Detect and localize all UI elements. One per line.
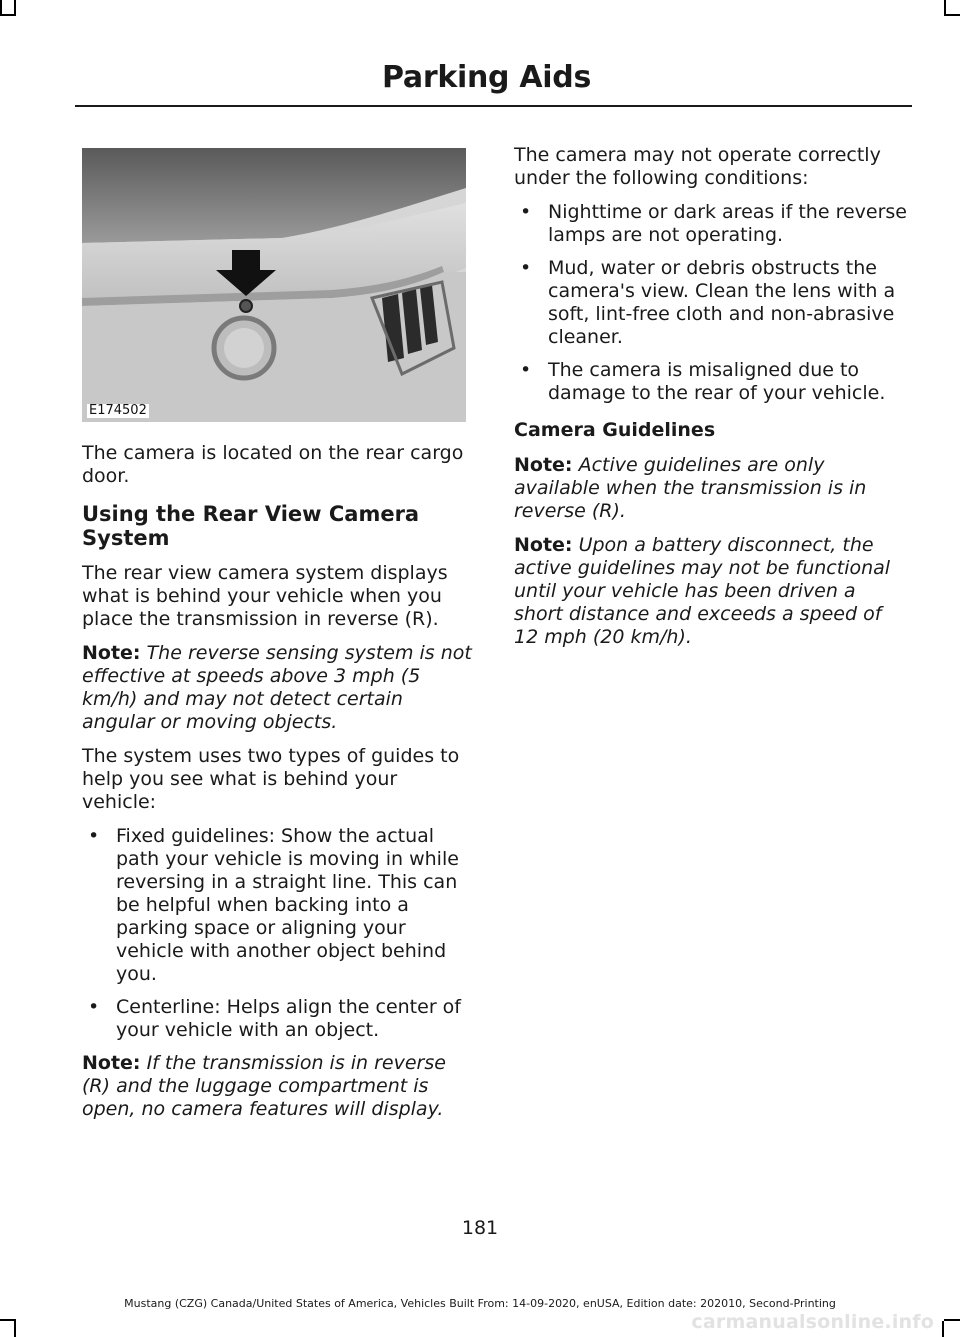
list-item-text: Nighttime or dark areas if the reverse lamps are not operating.	[548, 201, 907, 246]
bullet-icon: •	[520, 257, 532, 279]
crop-mark	[14, 1321, 16, 1337]
section-heading: Using the Rear View Camera System	[82, 502, 420, 550]
footer-text: Mustang (CZG) Canada/United States of America, Vehicles Built From: 14-09-2020, enUSA, Edition date: 202010, Second-Printing	[124, 1297, 836, 1310]
list-item	[82, 825, 477, 986]
note-label: Note:	[82, 1052, 141, 1074]
list-item-text: Centerline: Helps align the center of your vehicle with an object.	[116, 996, 461, 1041]
bullet-icon: •	[520, 359, 532, 381]
note	[514, 454, 909, 523]
note	[82, 642, 477, 734]
right-column	[514, 144, 909, 660]
note-label: Note:	[514, 454, 573, 476]
paragraph: The system uses two types of guides to help you see what is behind your vehicle:	[82, 745, 460, 813]
note-text: If the transmission is in reverse (R) and the luggage compartment is open, no camera features will display.	[82, 1052, 446, 1120]
list-item	[514, 201, 909, 247]
crop-mark	[944, 14, 960, 16]
paragraph: The camera may not operate correctly under the following conditions:	[514, 144, 881, 189]
note	[514, 534, 909, 649]
crop-mark	[944, 1319, 960, 1321]
list-item-text: Mud, water or debris obstructs the camera's view. Clean the lens with a soft, lint-free cloth and non-abrasive cleaner.	[548, 257, 896, 348]
list-item	[514, 359, 909, 405]
header-divider	[75, 105, 912, 107]
note-text: The reverse sensing system is not effective at speeds above 3 mph (5 km/h) and may not detect certain angular or moving objects.	[82, 642, 472, 733]
crop-mark	[942, 1321, 944, 1337]
left-column	[82, 144, 477, 1132]
camera-location-text: The camera is located on the rear cargo door.	[82, 442, 464, 487]
camera-lens-icon	[240, 300, 252, 312]
watermark: carmanualsonline.info	[691, 1311, 934, 1333]
note-text: Active guidelines are only available when the transmission is in reverse (R).	[514, 454, 867, 522]
rear-camera-figure	[82, 148, 466, 422]
page-number: 181	[461, 1217, 499, 1239]
list-item-text: Fixed guidelines: Show the actual path your vehicle is moving in while reversing in a straight line. This can be helpful when backing into a parking space or aligning your vehicle with another object behind you.	[116, 825, 459, 985]
figure-code: E174502	[89, 403, 147, 418]
note-label: Note:	[514, 534, 573, 556]
crop-mark	[0, 14, 16, 16]
section-heading: Camera Guidelines	[514, 419, 716, 441]
list-item	[514, 257, 909, 349]
note	[82, 1052, 477, 1121]
crop-mark	[0, 1319, 16, 1321]
page-title: Parking Aids	[382, 60, 591, 95]
conditions-list	[514, 201, 909, 405]
bullet-icon: •	[520, 201, 532, 223]
note-text: Upon a battery disconnect, the active guidelines may not be functional until your vehicle has been driven a short distance and exceeds a speed of 12 mph (20 km/h).	[514, 534, 891, 648]
guides-list	[82, 825, 477, 1042]
list-item	[82, 996, 477, 1042]
list-item-text: The camera is misaligned due to damage to the rear of your vehicle.	[548, 359, 886, 404]
bullet-icon: •	[88, 996, 100, 1018]
note-label: Note:	[82, 642, 141, 664]
vehicle-rear-illustration	[82, 148, 466, 422]
bullet-icon: •	[88, 825, 100, 847]
paragraph: The rear view camera system displays what is behind your vehicle when you place the transmission in reverse (R).	[82, 562, 448, 630]
